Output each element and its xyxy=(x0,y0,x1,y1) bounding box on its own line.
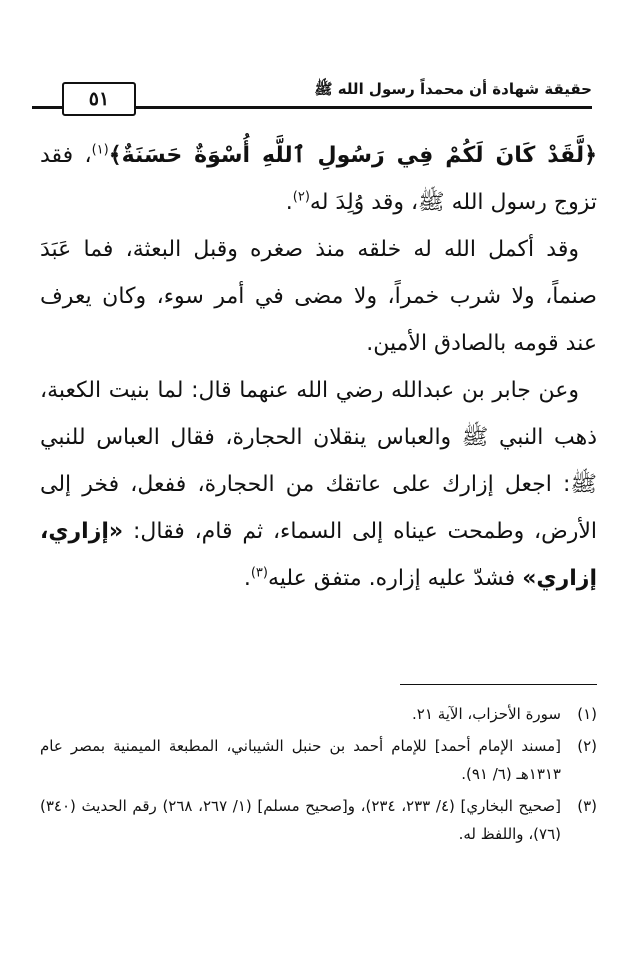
body-text xyxy=(40,132,597,602)
quran-verse: ﴿لَّقَدْ كَانَ لَكُمْ فِي رَسُولِ ٱللَّهِ أُسْوَةٌ حَسَنَةٌ﴾ xyxy=(108,143,597,168)
paragraph-3 xyxy=(40,367,597,602)
footnote xyxy=(40,792,597,848)
running-header xyxy=(32,80,592,116)
footnote-number: (٢) xyxy=(577,737,597,755)
footnote xyxy=(40,732,597,788)
footnote xyxy=(40,700,597,728)
page-number: ٥١ xyxy=(62,82,136,116)
paragraph-1-end: . xyxy=(285,190,293,215)
footnote-ref-1: (١) xyxy=(91,142,109,158)
footnote-separator xyxy=(400,684,597,685)
footnotes xyxy=(40,700,597,852)
footnote-ref-2: (٢) xyxy=(292,189,310,205)
footnote-number: (٣) xyxy=(577,797,597,815)
footnote-text: سورة الأحزاب، الآية ٢١. xyxy=(412,705,561,723)
paragraph-3-text-2: فشدّ عليه إزاره. متفق عليه xyxy=(267,566,516,591)
running-title: حقيقة شهادة أن محمداً رسول الله ﷺ xyxy=(306,80,592,102)
header-rule xyxy=(132,106,592,109)
hadith-quote: «إزاري، إزاري» xyxy=(40,519,597,591)
paragraph-3-text: وعن جابر بن عبدالله رضي الله عنهما قال: لما بنيت الكعبة، ذهب النبي ﷺ والعباس ينقلان الحجارة، فقال العباس للنبي ﷺ: اجعل إزارك على عاتقك من الحجارة، ففعل، فخر إلى الأرض، وطمحت عيناه إلى السماء، ثم قام، فقال: xyxy=(40,378,598,544)
paragraph-2: وقد أكمل الله له خلقه منذ صغره وقبل البعثة، فما عَبَدَ صنماً، ولا شرب خمراً، ولا مضى في أمر سوء، وكان يعرف عند قومه بالصادق الأمين. xyxy=(40,237,597,356)
footnote-ref-3: (٣) xyxy=(250,565,268,581)
footnote-text: [صحيح البخاري] (٤/ ٢٣٣، ٢٣٤)، و[صحيح مسلم] (١/ ٢٦٧، ٢٦٨) رقم الحديث (٣٤٠) (٧٦)، واللفظ له. xyxy=(40,797,561,843)
footnote-number: (١) xyxy=(577,705,597,723)
paragraph-1 xyxy=(40,132,597,226)
paragraph-3-end: . xyxy=(243,566,251,591)
footnote-text: [مسند الإمام أحمد] للإمام أحمد بن حنبل الشيباني، المطبعة الميمنية بمصر عام ١٣١٣هـ (٦/ ٩١). xyxy=(40,737,561,783)
paragraph-1-text: ، فقد تزوج رسول الله ﷺ، وقد وُلِدَ له xyxy=(40,143,597,215)
header-rule-left xyxy=(32,106,62,109)
